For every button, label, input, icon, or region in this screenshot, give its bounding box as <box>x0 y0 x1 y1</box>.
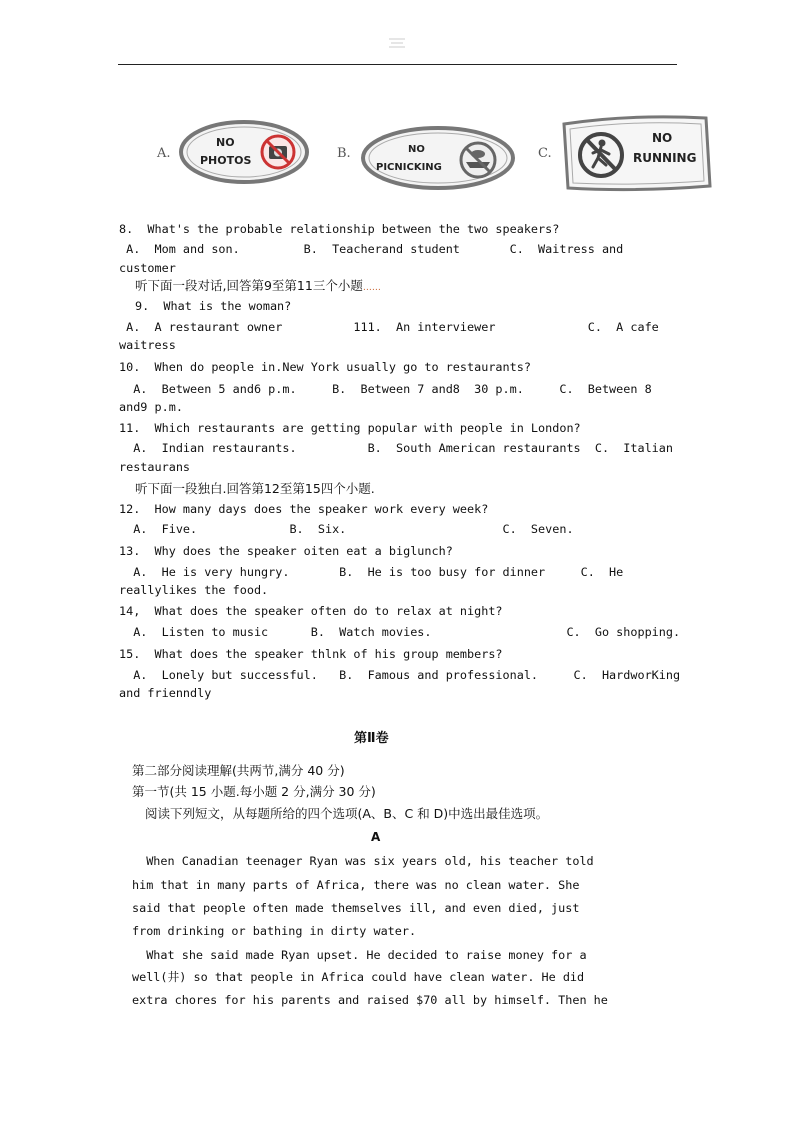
question-15-options-cont: and frienndly <box>119 686 212 700</box>
question-13-options-cont: reallylikes the food. <box>119 583 269 597</box>
no-camera-icon <box>262 136 294 168</box>
header-ornament-icon <box>386 34 408 52</box>
sign-a-line2: PHOTOS <box>200 154 252 167</box>
header-rule <box>118 64 677 65</box>
no-running-icon <box>580 134 622 176</box>
passage-line: extra chores for his parents and raised $70 all by himself. Then he <box>132 993 608 1007</box>
sign-c-line2: RUNNING <box>633 151 697 165</box>
question-12-options: A. Five. B. Six. C. Seven. <box>119 522 574 536</box>
section-title: 第Ⅱ卷 <box>354 731 389 746</box>
no-photos-sign <box>178 118 311 186</box>
passage-line: from drinking or bathing in dirty water. <box>132 924 417 938</box>
sign-c-line1: NO <box>652 131 673 145</box>
part-heading: 第二部分阅读理解(共两节,满分 40 分) <box>132 763 345 778</box>
dialogue-instruction <box>135 276 381 294</box>
question-13: 13. Why does the speaker oiten eat a biglunch? <box>119 544 453 558</box>
question-9-options: A. A restaurant owner 111. An interviewer C. A cafe <box>119 320 659 334</box>
passage-line: well(井) so that people in Africa could have clean water. He did <box>132 970 585 984</box>
question-8-options: A. Mom and son. B. Teacherand student C. Waitress and <box>119 242 624 256</box>
sign-option-b-letter: B. <box>337 146 351 161</box>
question-15-options: A. Lonely but successful. B. Famous and professional. C. HardworKing <box>119 668 681 682</box>
no-picnicking-sign <box>360 124 516 192</box>
question-10: 10. When do people in.New York usually go to restaurants? <box>119 360 531 374</box>
passage-line: What she said made Ryan upset. He decided to raise money for a <box>132 948 587 962</box>
question-12: 12. How many days does the speaker work every week? <box>119 502 489 516</box>
reading-instruction: 阅读下列短文，从每题所给的四个选项(A、B、C 和 D)中选出最佳选项。 <box>145 806 549 821</box>
question-8: 8. What's the probable relationship between the two speakers? <box>119 222 560 236</box>
question-8-options-cont: customer <box>119 261 176 275</box>
dialogue-instruction-tail: …… <box>362 283 381 293</box>
question-9: 9. What is the woman? <box>135 299 292 313</box>
passage-line: said that people often made themselves ill, and even died, just <box>132 901 580 915</box>
question-11-options: A. Indian restaurants. B. South American restaurants C. Italian <box>119 441 673 455</box>
question-11: 11. Which restaurants are getting popular with people in London? <box>119 421 581 435</box>
sign-b-line1: NO <box>408 144 425 155</box>
passage-line: him that in many parts of Africa, there was no clean water. She <box>132 878 580 892</box>
question-14: 14, What does the speaker often do to relax at night? <box>119 604 503 618</box>
question-10-options: A. Between 5 and6 p.m. B. Between 7 and8 30 p.m. C. Between 8 <box>119 382 652 396</box>
question-15: 15. What does the speaker thlnk of his group members? <box>119 647 503 661</box>
passage-label: A <box>371 830 381 844</box>
dialogue-instruction-text: 听下面一段对话,回答第9至第11三个小题 <box>135 278 363 293</box>
question-9-options-cont: waitress <box>119 338 176 352</box>
question-11-options-cont: restaurans <box>119 460 191 474</box>
sign-option-a-letter: A. <box>157 146 171 161</box>
section-heading: 第一节(共 15 小题.每小题 2 分,满分 30 分) <box>132 784 376 799</box>
sign-a-line1: NO <box>216 136 235 149</box>
monologue-instruction: 听下面一段独白.回答第12至第15四个小题. <box>135 481 375 496</box>
question-13-options: A. He is very hungry. B. He is too busy for dinner C. He <box>119 565 624 579</box>
sign-b-line2: PICNICKING <box>376 162 442 173</box>
no-picnic-icon <box>461 143 495 177</box>
passage-line: When Canadian teenager Ryan was six years old, his teacher told <box>132 854 594 868</box>
question-14-options: A. Listen to music B. Watch movies. C. Go shopping. <box>119 625 681 639</box>
sign-option-c-letter: C. <box>538 146 552 161</box>
no-running-sign <box>560 112 713 192</box>
question-10-options-cont: and9 p.m. <box>119 400 183 414</box>
